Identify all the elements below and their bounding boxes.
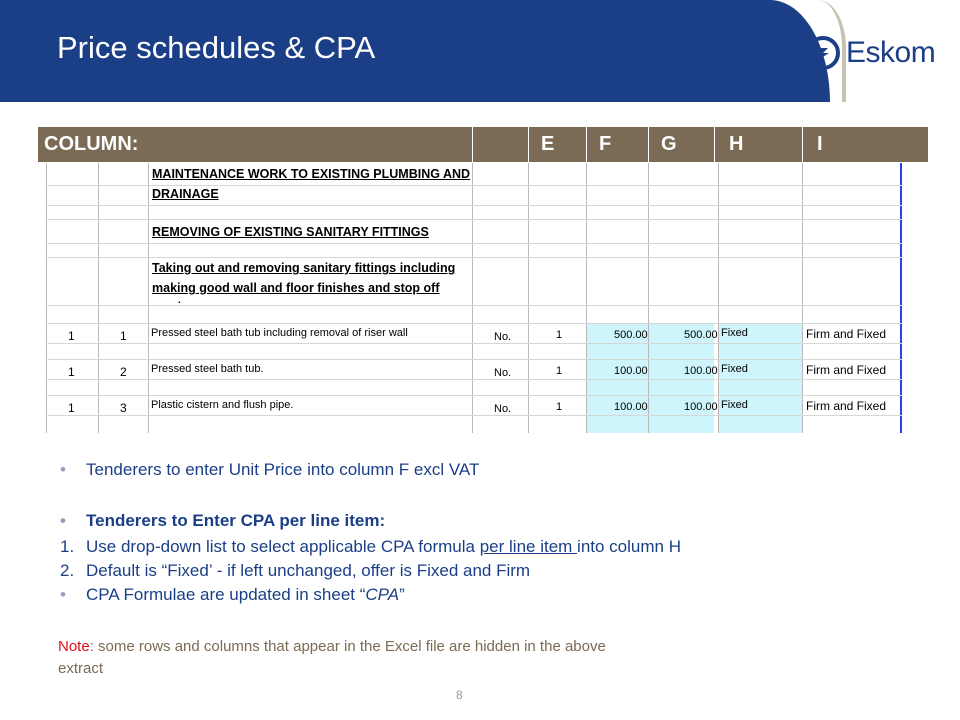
sheet-grid [38, 163, 928, 433]
logo-text: Eskom [846, 36, 936, 69]
column-header-row [38, 127, 928, 162]
row-amount: 100.00 [684, 401, 718, 413]
row-col-a: 1 [68, 329, 75, 343]
bullet-icon: • [60, 585, 66, 604]
row-qty: 1 [556, 365, 563, 377]
slide-header [0, 0, 960, 102]
instruction-cpa: Tenderers to Enter CPA per line item: [86, 511, 386, 530]
row-col-a: 1 [68, 365, 75, 379]
spreadsheet-extract [38, 127, 928, 433]
stray-dot: . [178, 295, 181, 306]
note-text: : some rows and columns that appear in the Excel file are hidden in the above extract [58, 638, 606, 677]
row-col-b: 2 [120, 365, 127, 379]
note-label: Note [58, 638, 90, 655]
page-number: 8 [456, 688, 463, 702]
eskom-logo [806, 33, 946, 73]
column-label: COLUMN: [44, 133, 139, 155]
footnote [58, 636, 618, 680]
item-number: 1. [60, 537, 75, 556]
row-unit: No. [494, 403, 512, 415]
row-description: Pressed steel bath tub including removal of riser wall [151, 327, 408, 339]
eskom-logo-icon [806, 36, 840, 70]
row-rate[interactable]: 100.00 [614, 365, 648, 377]
instruction-formulae-a: CPA Formulae are updated in sheet “ [86, 585, 366, 604]
instruction-step-1b: into column H [577, 537, 681, 556]
section-heading-1: MAINTENANCE WORK TO EXISTING PLUMBING AND [152, 167, 471, 181]
section-heading-2: DRAINAGE [152, 187, 219, 201]
row-terms: Firm and Fixed [806, 363, 887, 377]
cpa-highlight [718, 323, 802, 433]
column-f: F [586, 127, 648, 162]
column-i: I [802, 127, 928, 162]
row-rate[interactable]: 100.00 [614, 401, 648, 413]
row-unit: No. [494, 367, 512, 379]
column-g: G [648, 127, 714, 162]
row-amount: 100.00 [684, 365, 718, 377]
instruction-formulae-b: ” [399, 585, 405, 604]
row-terms: Firm and Fixed [806, 327, 887, 341]
bullet-icon: • [60, 460, 66, 479]
instruction-step-1-underlined: per line item [479, 537, 578, 556]
instruction-step-2: Default is “Fixed’ - if left unchanged, offer is Fixed and Firm [86, 561, 531, 580]
row-description: Pressed steel bath tub. [151, 363, 264, 375]
sheet-right-border [900, 163, 902, 433]
row-cpa[interactable]: Fixed [721, 399, 748, 411]
row-qty: 1 [556, 401, 563, 413]
row-col-a: 1 [68, 401, 75, 415]
bullet-icon: • [60, 511, 66, 530]
section-heading-4: Taking out and removing sanitary fittings including [152, 261, 456, 275]
slide-title: Price schedules & CPA [57, 30, 376, 65]
section-heading-5: making good wall and floor finishes and stop off [152, 281, 440, 295]
row-col-b: 3 [120, 401, 127, 415]
column-h: H [714, 127, 802, 162]
row-unit: No. [494, 331, 512, 343]
item-number: 2. [60, 561, 75, 580]
column-e: E [528, 127, 586, 162]
row-qty: 1 [556, 329, 563, 341]
row-col-b: 1 [120, 329, 127, 343]
row-cpa[interactable]: Fixed [721, 327, 748, 339]
section-heading-3: REMOVING OF EXISTING SANITARY FITTINGS [152, 225, 429, 239]
row-terms: Firm and Fixed [806, 399, 887, 413]
row-cpa[interactable]: Fixed [721, 363, 748, 375]
instruction-unit-price: Tenderers to enter Unit Price into column F excl VAT [86, 460, 480, 479]
row-amount: 500.00 [684, 329, 718, 341]
row-rate[interactable]: 500.00 [614, 329, 648, 341]
instruction-formulae-sheet: CPA [365, 585, 400, 604]
instruction-step-1a: Use drop-down list to select applicable CPA formula [86, 537, 480, 556]
column-blank [472, 127, 529, 162]
row-description: Plastic cistern and flush pipe. [151, 399, 294, 411]
